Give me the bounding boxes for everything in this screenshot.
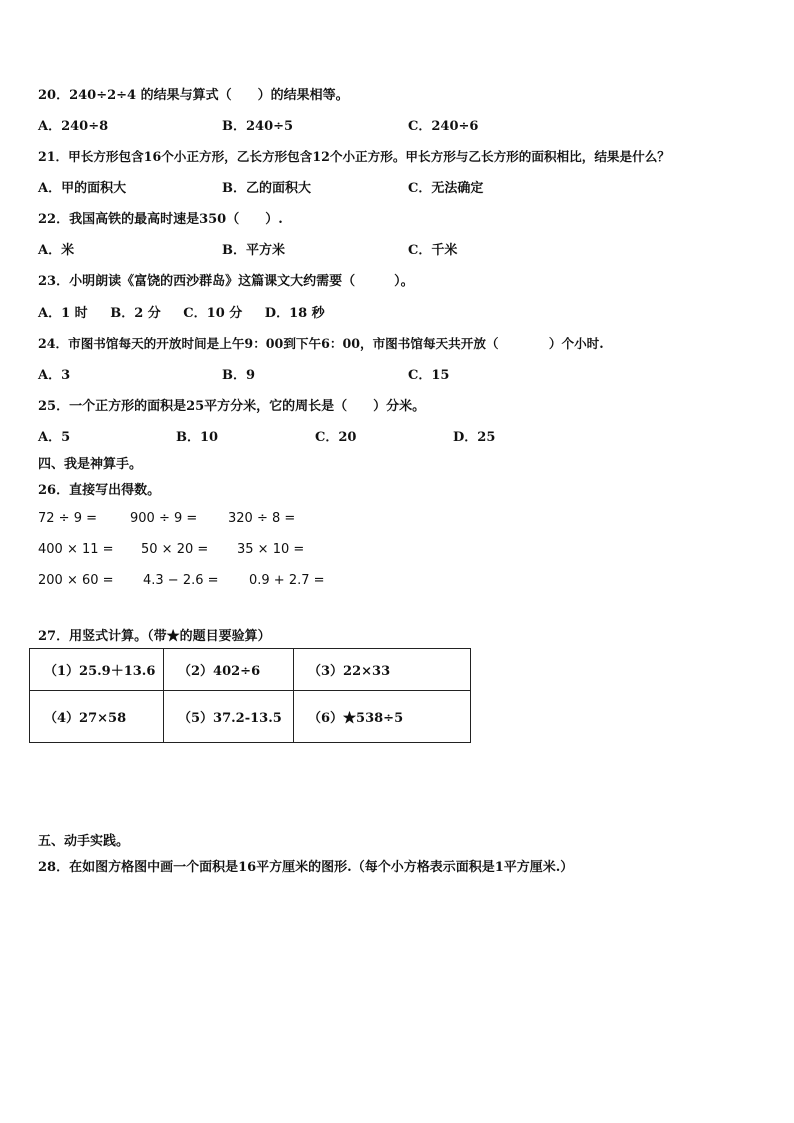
section-4-title: 四、我是神算手。 xyxy=(38,457,143,472)
question-21-option-b: B．乙的面积大 xyxy=(222,181,311,196)
question-25-option-b: B．10 xyxy=(176,430,219,445)
question-21-option-c: C．无法确定 xyxy=(408,181,484,196)
question-27-stem: 27．用竖式计算。（带★的题目要验算） xyxy=(38,629,271,644)
question-21-option-a: A．甲的面积大 xyxy=(38,181,127,196)
question-26-stem: 26．直接写出得数。 xyxy=(38,483,161,498)
question-20-option-c: C．240÷6 xyxy=(408,119,479,134)
question-21-stem: 21．甲长方形包含16个小正方形，乙长方形包含12个小正方形。甲长方形与乙长方形的面积相比，结果是什么？ xyxy=(38,149,670,164)
question-25-stem: 25．一个正方形的面积是25平方分米，它的周长是（ ）分米。 xyxy=(38,399,426,414)
question-24-option-a: A．3 xyxy=(38,368,71,383)
vertical-calc-table xyxy=(29,648,471,743)
question-20-stem: 20．240÷2÷4 的结果与算式（ ）的结果相等。 xyxy=(38,88,349,103)
question-22-option-c: C．千米 xyxy=(408,243,458,258)
question-20-option-b: B．240÷5 xyxy=(222,119,294,134)
question-23-option-c: C．10 分 xyxy=(183,306,243,321)
question-23-option-a: A．1 时 xyxy=(38,306,88,321)
calc-item: 200 × 60 = xyxy=(38,573,114,588)
question-28-stem: 28．在如图方格图中画一个面积是16平方厘米的图形.（每个小方格表示面积是1平方厘米.） xyxy=(38,860,574,875)
calc-item: 35 × 10 = xyxy=(237,542,305,557)
question-22-option-a: A．米 xyxy=(38,243,75,258)
question-25-option-d: D．25 xyxy=(453,430,496,445)
table-cell: （5）37.2-13.5 xyxy=(164,691,294,743)
question-23-stem: 23．小明朗读《富饶的西沙群岛》这篇课文大约需要（ ）。 xyxy=(38,274,414,289)
section-5-title: 五、动手实践。 xyxy=(38,834,130,849)
question-25-option-a: A．5 xyxy=(38,430,71,445)
question-24-option-b: B．9 xyxy=(222,368,256,383)
table-cell: （3）22×33 xyxy=(294,649,471,691)
question-20-option-a: A．240÷8 xyxy=(38,119,109,134)
question-22-stem: 22．我国高铁的最高时速是350（ ）. xyxy=(38,212,283,227)
table-row xyxy=(30,649,471,691)
question-23-option-d: D．18 秒 xyxy=(264,306,325,321)
question-23-option-b: B．2 分 xyxy=(110,306,161,321)
question-22-option-b: B．平方米 xyxy=(222,243,285,258)
calc-item: 320 ÷ 8 = xyxy=(228,511,296,526)
question-24-stem: 24．市图书馆每天的开放时间是上午9：00到下午6：00，市图书馆每天共开放（ ）个小时. xyxy=(38,336,604,351)
calc-item: 0.9 + 2.7 = xyxy=(249,573,325,588)
calc-item: 4.3 − 2.6 = xyxy=(143,573,219,588)
calc-item: 50 × 20 = xyxy=(141,542,209,557)
question-23-options xyxy=(38,302,343,321)
calc-item: 72 ÷ 9 = xyxy=(38,511,97,526)
question-25-option-c: C．20 xyxy=(315,430,357,445)
table-row xyxy=(30,691,471,743)
table-cell: （1）25.9＋13.6 xyxy=(30,649,164,691)
table-cell: （6）★538÷5 xyxy=(294,691,471,743)
calc-item: 400 × 11 = xyxy=(38,542,114,557)
table-cell: （2）402÷6 xyxy=(164,649,294,691)
table-cell: （4）27×58 xyxy=(30,691,164,743)
calc-item: 900 ÷ 9 = xyxy=(130,511,198,526)
question-24-option-c: C．15 xyxy=(408,368,450,383)
